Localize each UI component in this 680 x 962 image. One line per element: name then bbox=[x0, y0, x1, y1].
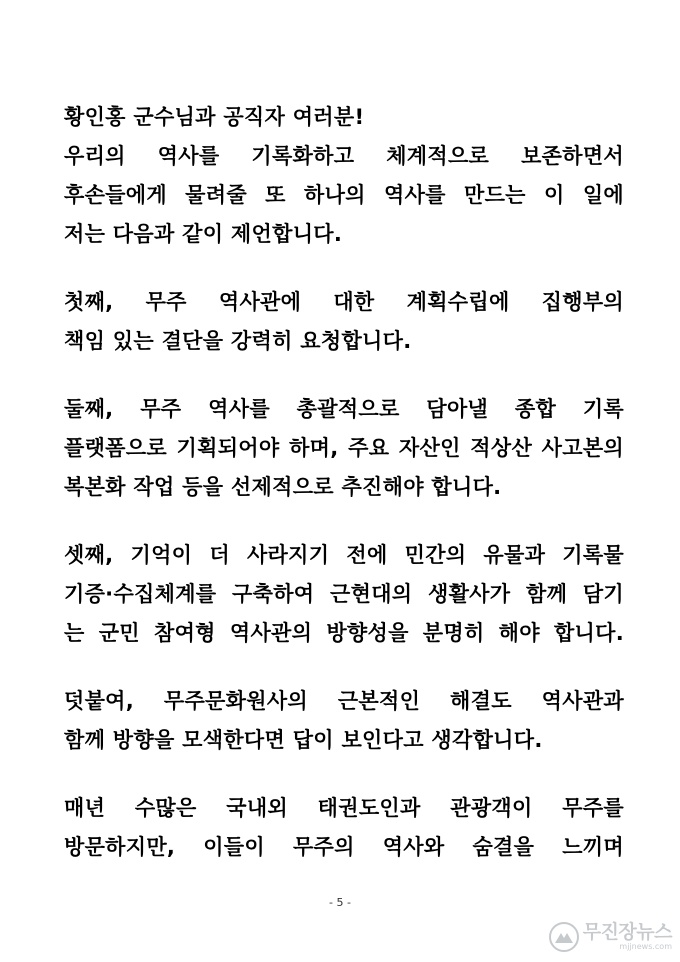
text-line: 우리의 역사를 기록화하고 체계적으로 보존하면서 bbox=[64, 144, 624, 168]
text-line: 첫째, 무주 역사관에 대한 계획수립에 집행부의 bbox=[64, 290, 624, 314]
text-line: 덧붙여, 무주문화원사의 근본적인 해결도 역사관과 bbox=[64, 689, 624, 713]
text-line: 함께 방향을 모색한다면 답이 보인다고 생각합니다. bbox=[64, 728, 543, 752]
watermark-url: mjjnews.com bbox=[619, 942, 672, 951]
watermark bbox=[549, 920, 672, 954]
text-line: 셋째, 기억이 더 사라지기 전에 민간의 유물과 기록물 bbox=[64, 543, 624, 567]
text-line: 저는 다음과 같이 제언합니다. bbox=[64, 222, 343, 246]
text-line: 방문하지만, 이들이 무주의 역사와 숨결을 느끼며 bbox=[64, 835, 624, 859]
watermark-brand: 무진장뉴스 bbox=[582, 921, 672, 943]
news-logo-icon bbox=[549, 922, 579, 952]
text-line: 매년 수많은 국내외 태권도인과 관광객이 무주를 bbox=[64, 796, 624, 820]
text-line: 후손들에게 물려줄 또 하나의 역사를 만드는 이 일에 bbox=[64, 183, 624, 207]
text-line: 는 군민 참여형 역사관의 방향성을 분명히 해야 합니다. bbox=[64, 621, 624, 645]
text-line: 복본화 작업 등을 선제적으로 추진해야 합니다. bbox=[64, 475, 502, 499]
text-line: 황인홍 군수님과 공직자 여러분! bbox=[64, 105, 365, 129]
text-line: 둘째, 무주 역사를 총괄적으로 담아낼 종합 기록 bbox=[64, 397, 624, 421]
text-line: 책임 있는 결단을 강력히 요청합니다. bbox=[64, 329, 412, 353]
page-number: - 5 - bbox=[329, 896, 351, 909]
text-line: 플랫폼으로 기획되어야 하며, 주요 자산인 적상산 사고본의 bbox=[64, 436, 624, 460]
text-line: 기증·수집체계를 구축하여 근현대의 생활사가 함께 담기 bbox=[64, 582, 624, 606]
